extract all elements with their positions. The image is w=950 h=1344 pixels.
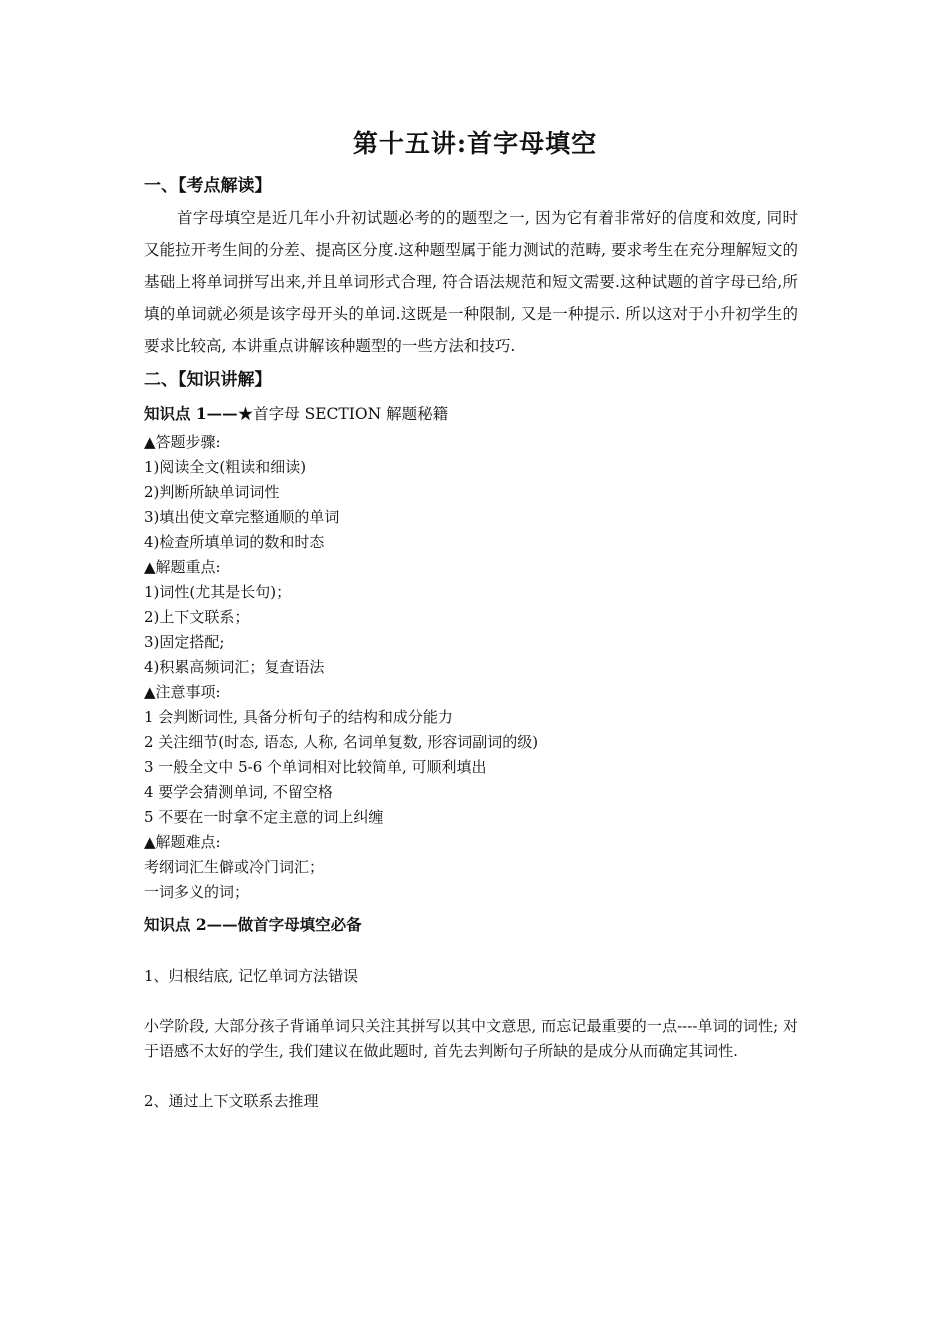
- spacer: [144, 939, 798, 964]
- spacer: [144, 989, 798, 1014]
- document-body: [144, 172, 798, 1114]
- list-item: 2 关注细节(时态, 语态, 人称, 名词单复数, 形容词副词的级): [144, 733, 539, 751]
- knowledge-point-1-list: [144, 430, 798, 905]
- list-item: 3 一般全文中 5-6 个单词相对比较简单, 可顺利填出: [144, 758, 487, 776]
- list-item: ▲解题重点:: [144, 558, 221, 576]
- section-heading-knowledge: 二、【知识讲解】: [144, 370, 272, 390]
- list-item: 4)检查所填单词的数和时态: [144, 533, 325, 551]
- spacer: [144, 1064, 798, 1089]
- list-item: 2)上下文联系；: [144, 608, 250, 626]
- list-item: 1)阅读全文(粗读和细读): [144, 458, 307, 476]
- list-item: 4)积累高频词汇；复查语法: [144, 658, 325, 676]
- knowledge-point-1-title: [144, 400, 798, 428]
- list-item: 考纲词汇生僻或冷门词汇；: [144, 858, 325, 876]
- knowledge-point-2-item-1-paragraph: 小学阶段, 大部分孩子背诵单词只关注其拼写以其中文意思, 而忘记最重要的一点----单词的词性; 对于语感不太好的学生, 我们建议在做此题时, 首先去判断句子所缺的是成分从而确定其词性.: [144, 1017, 798, 1060]
- list-item: 3)填出使文章完整通顺的单词: [144, 508, 340, 526]
- knowledge-point-2-item-1-title: 1、归根结底, 记忆单词方法错误: [144, 967, 359, 985]
- knowledge-point-2-title: 知识点 2——做首字母填空必备: [144, 915, 362, 934]
- section-heading-exam-points: 一、【考点解读】: [144, 176, 272, 196]
- list-item: 2)判断所缺单词词性: [144, 483, 280, 501]
- list-item: ▲注意事项:: [144, 683, 221, 701]
- knowledge-point-1-subtitle: ★首字母 SECTION 解题秘籍: [237, 405, 449, 423]
- list-item: 3)固定搭配;: [144, 633, 225, 651]
- list-item: 4 要学会猜测单词, 不留空格: [144, 783, 333, 801]
- list-item: 1 会判断词性, 具备分析句子的结构和成分能力: [144, 708, 453, 726]
- intro-paragraph: 首字母填空是近几年小升初试题必考的的题型之一, 因为它有着非常好的信度和效度, 同时又能拉开考生间的分差、提高区分度.这种题型属于能力测试的范畴, 要求考生在充分理解短文的基础上将单词拼写出来,并且单词形式合理, 符合语法规范和短文需要.这种试题的首字母已给,所填的单词就必须是该字母开头的单词.这既是一种限制, 又是一种提示. 所以这对于小升初学生的要求比较高, 本讲重点讲解该种题型的一些方法和技巧.: [144, 209, 798, 355]
- list-item: ▲答题步骤:: [144, 433, 221, 451]
- list-item: 一词多义的词；: [144, 883, 250, 901]
- list-item: 1)词性(尤其是长句)；: [144, 583, 292, 601]
- list-item: 5 不要在一时拿不定主意的词上纠缠: [144, 808, 384, 826]
- knowledge-point-2-item-2-title: 2、通过上下文联系去推理: [144, 1092, 319, 1110]
- knowledge-point-1-label: 知识点 1——: [144, 404, 238, 423]
- list-item: ▲解题难点:: [144, 833, 221, 851]
- page-title: 第十五讲:首字母填空: [352, 129, 598, 158]
